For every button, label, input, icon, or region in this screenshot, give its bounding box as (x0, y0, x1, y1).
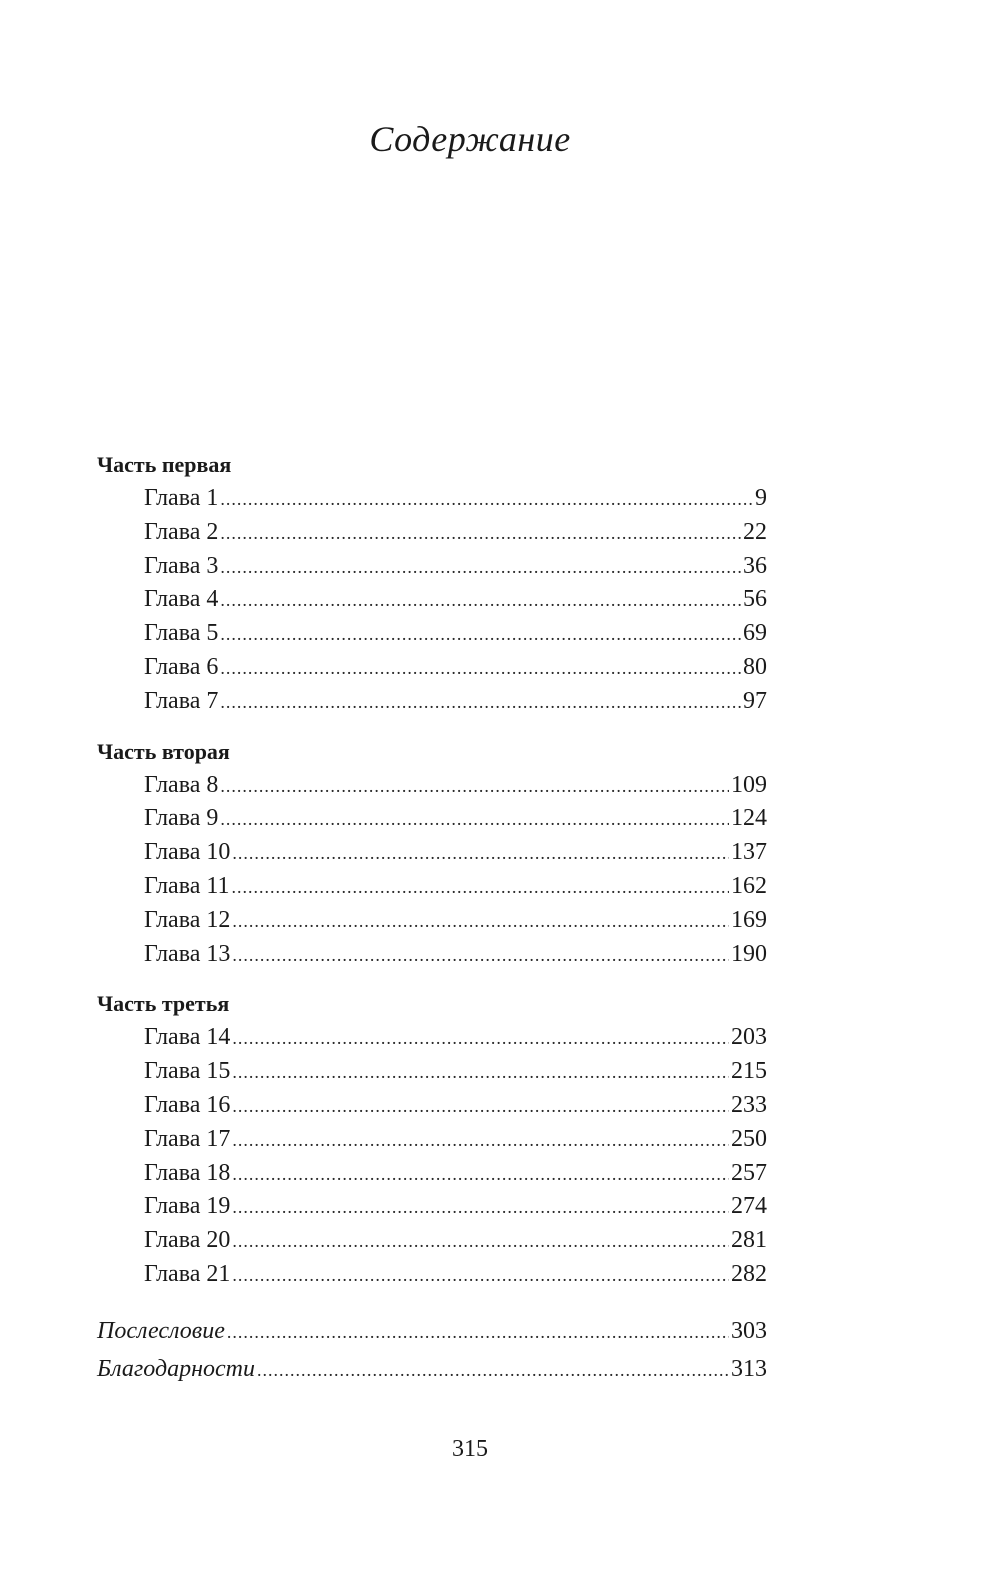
chapter-label: Глава 15 (144, 1058, 231, 1085)
toc-entry (97, 938, 767, 972)
page-number: 124 (731, 805, 767, 832)
page-number: 281 (731, 1227, 767, 1254)
dot-leader (232, 1124, 729, 1158)
chapter-label: Глава 6 (144, 653, 219, 680)
page-number: 274 (731, 1193, 767, 1220)
chapter-label: Глава 20 (144, 1227, 231, 1254)
toc-entry (97, 482, 767, 516)
toc-entry (97, 1224, 767, 1258)
page-number: 9 (755, 485, 767, 511)
toc-entry (97, 550, 767, 584)
toc-entry (97, 836, 767, 870)
dot-leader (232, 1090, 729, 1124)
dot-leader (220, 483, 753, 517)
toc-entry (97, 769, 767, 803)
chapter-label: Глава 10 (144, 839, 231, 866)
chapter-label: Глава 14 (144, 1024, 231, 1051)
toc-entry (97, 685, 767, 719)
page-number: 190 (731, 940, 767, 967)
toc-entry (97, 870, 767, 904)
dot-leader (220, 618, 741, 652)
chapter-label: Глава 12 (144, 906, 231, 933)
dot-leader (232, 1191, 729, 1225)
page-title: Содержание (369, 119, 571, 159)
chapter-label: Глава 5 (144, 620, 219, 647)
toc-entry (97, 1021, 767, 1055)
dot-leader (220, 770, 729, 804)
part-heading: Часть третья (97, 991, 230, 1017)
page-number: 203 (731, 1024, 767, 1051)
folio-page-number: 315 (452, 1436, 488, 1462)
dot-leader (220, 652, 741, 686)
toc-entry (97, 904, 767, 938)
chapter-label: Глава 8 (144, 771, 219, 798)
chapter-label: Глава 3 (144, 552, 219, 579)
part-1 (97, 448, 767, 719)
dot-leader (232, 1022, 729, 1056)
chapter-label: Глава 18 (144, 1159, 231, 1186)
chapter-label: Глава 4 (144, 586, 219, 613)
dot-leader (232, 905, 729, 939)
page-number: 22 (743, 518, 767, 545)
page-number: 137 (731, 839, 767, 866)
toc-entry-acknowledgements (97, 1350, 767, 1388)
page-number: 303 (731, 1317, 767, 1344)
page-number: 257 (731, 1159, 767, 1186)
dot-leader (220, 551, 741, 585)
page-number: 233 (731, 1091, 767, 1118)
chapter-label: Глава 11 (144, 872, 230, 899)
toc-entry (97, 1190, 767, 1224)
dot-leader (232, 1225, 729, 1259)
chapter-label: Глава 19 (144, 1193, 231, 1220)
toc-entry (97, 516, 767, 550)
chapter-label: Глава 21 (144, 1260, 231, 1287)
back-matter (97, 1312, 767, 1388)
dot-leader (227, 1313, 729, 1351)
dot-leader (220, 686, 741, 720)
dot-leader (220, 803, 729, 837)
dot-leader (232, 837, 729, 871)
toc-entry-afterword (97, 1312, 767, 1350)
chapter-label: Глава 1 (144, 485, 219, 511)
toc-entry (97, 583, 767, 617)
toc-entry (97, 1123, 767, 1157)
toc-entry (97, 651, 767, 685)
dot-leader (220, 584, 741, 618)
dot-leader (232, 1056, 729, 1090)
chapter-label: Глава 16 (144, 1091, 231, 1118)
toc-entry (97, 617, 767, 651)
chapter-label: Глава 9 (144, 805, 219, 832)
part-2 (97, 735, 767, 972)
dot-leader (231, 871, 729, 905)
page-number: 250 (731, 1125, 767, 1152)
page-number: 97 (743, 687, 767, 714)
page-number: 80 (743, 653, 767, 680)
chapter-label: Глава 7 (144, 687, 219, 714)
dot-leader (232, 1158, 729, 1192)
dot-leader (257, 1351, 729, 1389)
page-number: 162 (731, 872, 767, 899)
page-number: 109 (731, 771, 767, 798)
toc-entry (97, 1055, 767, 1089)
part-heading: Часть первая (97, 452, 232, 477)
part-3 (97, 987, 767, 1291)
toc-entry (97, 1089, 767, 1123)
table-of-contents (97, 448, 767, 1388)
page-number: 215 (731, 1058, 767, 1085)
dot-leader (220, 517, 741, 551)
chapter-label: Глава 17 (144, 1125, 231, 1152)
page-number: 36 (743, 552, 767, 579)
entry-label: Послесловие (97, 1317, 225, 1344)
dot-leader (232, 1259, 729, 1293)
chapter-label: Глава 13 (144, 940, 231, 967)
page-number: 69 (743, 620, 767, 647)
page-number: 56 (743, 586, 767, 613)
toc-entry (97, 802, 767, 836)
dot-leader (232, 939, 729, 973)
page-number: 282 (731, 1260, 767, 1287)
entry-label: Благодарности (97, 1355, 255, 1382)
chapter-label: Глава 2 (144, 518, 219, 545)
toc-entry (97, 1157, 767, 1191)
page-number: 313 (731, 1355, 767, 1382)
part-heading: Часть вторая (97, 738, 230, 764)
page-number: 169 (731, 906, 767, 933)
toc-entry (97, 1258, 767, 1292)
